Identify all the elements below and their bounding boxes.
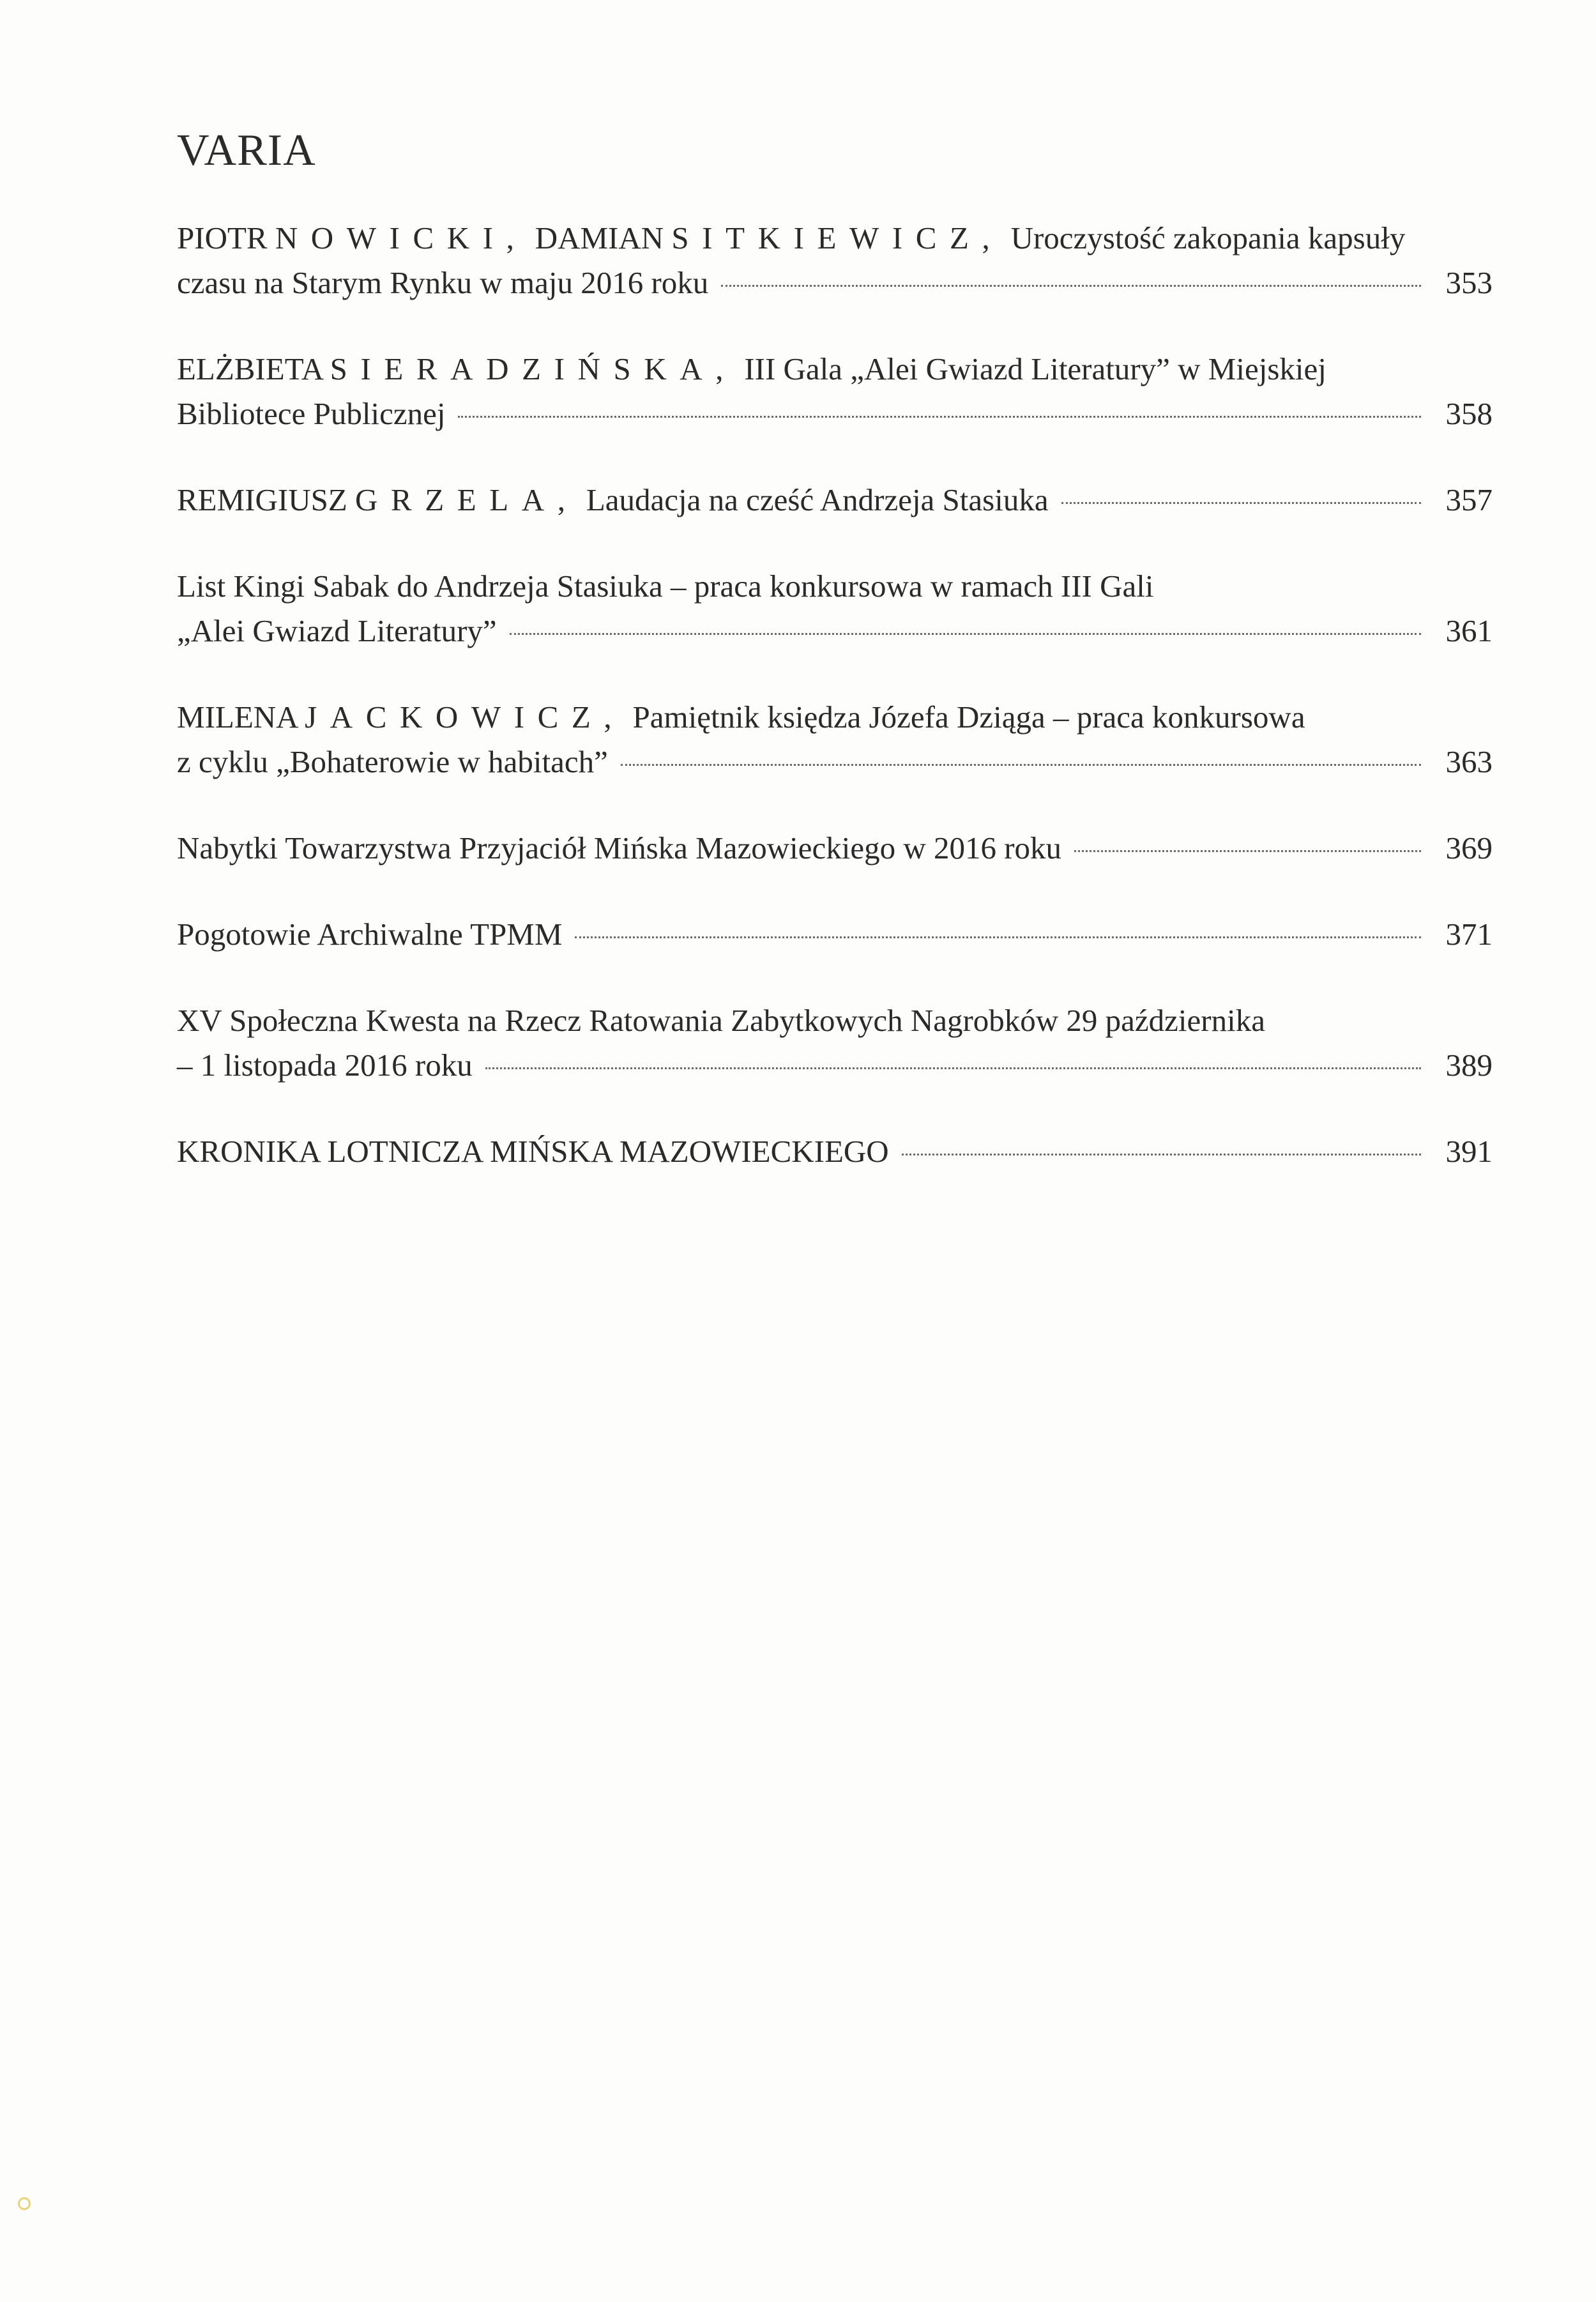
article-title: Pogotowie Archiwalne TPMM: [177, 917, 563, 952]
toc-entry-line: [177, 740, 1493, 784]
article-title: Pamiętnik księdza Józefa Dziąga – praca konkursowa: [632, 699, 1305, 735]
toc-entry-line: [177, 1129, 1493, 1174]
toc-entry: [177, 216, 1493, 305]
dot-leader: [485, 1067, 1421, 1069]
toc-entry: [177, 564, 1493, 653]
toc-entry-line: [177, 478, 1493, 522]
dot-leader: [575, 936, 1421, 938]
article-title: Laudacja na cześć Andrzeja Stasiuka: [586, 482, 1049, 517]
dot-leader: [1074, 850, 1421, 852]
toc-entry: [177, 826, 1493, 871]
toc-entry-line: [177, 392, 1493, 436]
article-title: Uroczystość zakopania kapsuły: [1010, 220, 1406, 255]
toc-entry-line: [177, 998, 1493, 1043]
toc-entry-title: [177, 695, 1305, 740]
dot-leader: [621, 764, 1421, 766]
author-surname: SIERADZIŃSKA,: [330, 351, 737, 386]
dot-leader: [721, 285, 1421, 287]
toc-entry: [177, 347, 1493, 436]
toc-entry-line: [177, 826, 1493, 871]
page-number: 371: [1445, 917, 1493, 952]
article-title-continued: Bibliotece Publicznej: [177, 396, 446, 431]
author-surname: JACKOWICZ,: [305, 699, 625, 735]
page-number: 353: [1445, 265, 1493, 300]
author-surname: GRZELA,: [355, 482, 579, 517]
scan-mark: [18, 2197, 31, 2210]
article-title-continued: – 1 listopada 2016 roku: [177, 1048, 473, 1083]
toc-entry-line: [177, 912, 1493, 957]
author-surname: SITKIEWICZ,: [671, 220, 1003, 255]
toc-entry-line: [177, 564, 1493, 609]
toc-entry: [177, 912, 1493, 957]
table-of-contents: [177, 216, 1493, 1216]
author-surname: NOWICKI,: [275, 220, 528, 255]
article-title: III Gala „Alei Gwiazd Literatury” w Miejskiej: [744, 351, 1326, 386]
page-number: 361: [1445, 613, 1493, 648]
author-first-name: PIOTR: [177, 220, 268, 255]
dot-leader: [458, 416, 1421, 418]
author-first-name: ELŻBIETA: [177, 351, 323, 386]
toc-entry-line: [177, 1043, 1493, 1088]
page-number: 369: [1445, 830, 1493, 865]
toc-entry-line: [177, 347, 1493, 392]
toc-entry-line: [177, 216, 1493, 261]
toc-entry: [177, 695, 1493, 784]
article-title: KRONIKA LOTNICZA MIŃSKA MAZOWIECKIEGO: [177, 1134, 889, 1169]
author-first-name: DAMIAN: [535, 220, 664, 255]
section-title: VARIA: [177, 126, 316, 175]
toc-entry: [177, 1129, 1493, 1174]
article-title-continued: z cyklu „Bohaterowie w habitach”: [177, 744, 608, 779]
toc-entry-line: [177, 609, 1493, 653]
article-title: List Kingi Sabak do Andrzeja Stasiuka – praca konkursowa w ramach III Gali: [177, 568, 1154, 604]
author-first-name: REMIGIUSZ: [177, 482, 347, 517]
dot-leader: [1061, 502, 1421, 504]
page-number: 358: [1445, 396, 1493, 431]
page-number: 389: [1445, 1048, 1493, 1083]
dot-leader: [902, 1154, 1421, 1155]
toc-entry: [177, 478, 1493, 522]
author-first-name: MILENA: [177, 699, 297, 735]
page-number: 363: [1445, 744, 1493, 779]
toc-entry-title: [177, 216, 1405, 261]
toc-entry: [177, 998, 1493, 1088]
toc-entry-line: [177, 261, 1493, 305]
page-number: 391: [1445, 1134, 1493, 1169]
toc-entry-line: [177, 695, 1493, 740]
toc-entry-title: [177, 347, 1326, 392]
toc-entry-title: [177, 478, 1049, 522]
article-title: XV Społeczna Kwesta na Rzecz Ratowania Zabytkowych Nagrobków 29 października: [177, 1003, 1265, 1038]
page-number: 357: [1445, 482, 1493, 517]
article-title: Nabytki Towarzystwa Przyjaciół Mińska Mazowieckiego w 2016 roku: [177, 830, 1062, 865]
article-title-continued: czasu na Starym Rynku w maju 2016 roku: [177, 265, 709, 300]
dot-leader: [510, 633, 1421, 635]
article-title-continued: „Alei Gwiazd Literatury”: [177, 613, 497, 648]
